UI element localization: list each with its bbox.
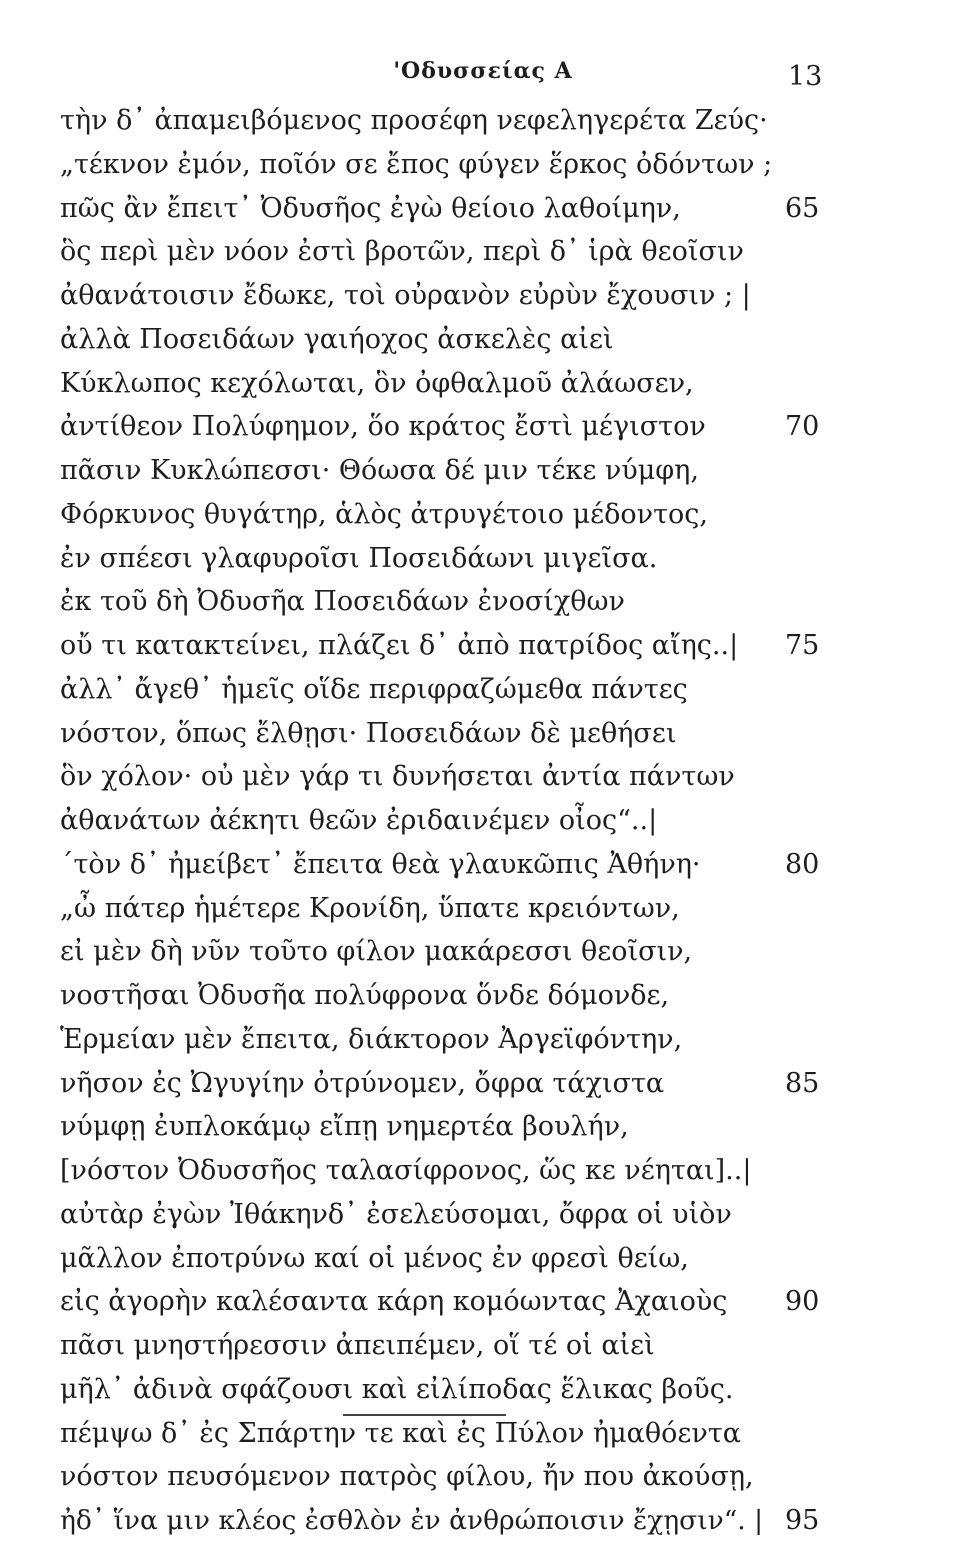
verse-text: ἠδ᾽ ἵνα μιν κλέος ἐσθλὸν ἐν ἀνθρώποισιν ἔχῃσιν“. | <box>60 1505 764 1536</box>
verse-line <box>60 362 840 406</box>
verse-line <box>60 230 840 274</box>
verse-block <box>60 99 840 1543</box>
verse-line <box>60 712 840 756</box>
verse-text: Φόρκυνος θυγάτηρ, ἁλὸς ἀτρυγέτοιο μέδοντος, <box>60 498 708 530</box>
verse-line <box>60 318 840 362</box>
verse-line <box>60 668 840 712</box>
verse-text: „τέκνον ἐμόν, ποῖόν σε ἔπος φύγεν ἕρκος ὀδόντων ; <box>60 148 773 180</box>
verse-text: [νόστον Ὀδυσσῆος ταλασίφρονος, ὥς κε νέηται]..| <box>60 1155 752 1186</box>
verse-text: τὴν δ᾽ ἀπαμειβόμενος προσέφη νεφεληγερέτα Ζεύς· <box>60 105 768 136</box>
verse-text: νόστον πευσόμενον πατρὸς φίλου, ἤν που ἀκούσῃ, <box>60 1461 754 1493</box>
verse-line <box>60 1499 840 1543</box>
verse-text: ΄τὸν δ᾽ ἠμείβετ᾽ ἔπειτα θεὰ γλαυκῶπις Ἀθήνη· <box>60 848 701 880</box>
verse-text: πᾶσιν Κυκλώπεσσι· Θόωσα δέ μιν τέκε νύμφη, <box>60 455 699 486</box>
verse-text: νόστον, ὅπως ἔλθῃσι· Ποσειδάων δὲ μεθήσει <box>60 717 677 749</box>
verse-line <box>60 1368 840 1412</box>
page-number: 13 <box>788 61 823 92</box>
verse-line <box>60 1237 840 1281</box>
verse-line <box>60 974 840 1018</box>
line-number: 90 <box>785 1286 820 1318</box>
verse-text: ἀλλ᾽ ἄγεθ᾽ ἡμεῖς οἵδε περιφραζώμεθα πάντες <box>60 673 688 705</box>
verse-line <box>60 580 840 624</box>
verse-text: μῆλ᾽ ἀδινὰ σφάζουσι καὶ εἰλίποδας ἕλικας βοῦς. <box>60 1373 734 1405</box>
verse-line <box>60 143 840 187</box>
line-number: 95 <box>785 1505 820 1536</box>
verse-line <box>60 1455 840 1499</box>
verse-line <box>60 1105 840 1149</box>
verse-line <box>60 187 840 231</box>
verse-line <box>60 405 840 449</box>
verse-line <box>60 537 840 581</box>
verse-line <box>60 930 840 974</box>
verse-text: ἐν σπέεσι γλαφυροῖσι Ποσειδάωνι μιγεῖσα. <box>60 542 658 574</box>
verse-text: οὔ τι κατακτείνει, πλάζει δ᾽ ἀπὸ πατρίδος αἴης..| <box>60 630 739 661</box>
verse-text: ἐκ τοῦ δὴ Ὀδυσῆα Ποσειδάων ἐνοσίχθων <box>60 586 625 618</box>
verse-line <box>60 1412 840 1456</box>
verse-text: ἀντίθεον Πολύφημον, ὅο κράτος ἔστὶ μέγιστον <box>60 411 706 443</box>
verse-text: ἀλλὰ Ποσειδάων γαιήοχος ἀσκελὲς αἰεὶ <box>60 323 614 355</box>
line-number: 65 <box>785 192 820 224</box>
line-number: 70 <box>785 411 820 443</box>
verse-text: ἀθανάτων ἀέκητι θεῶν ἐριδαινέμεν οἶος“..| <box>60 805 658 836</box>
verse-line <box>60 99 840 143</box>
verse-text: νύμφῃ ἐυπλοκάμῳ εἴπῃ νημερτέα βουλήν, <box>60 1111 629 1143</box>
running-head: 'Οδυσσείας Α <box>393 58 573 84</box>
verse-line <box>60 624 840 668</box>
verse-text: εἰς ἀγορὴν καλέσαντα κάρη κομόωντας Ἀχαιοὺς <box>60 1286 728 1318</box>
line-number: 80 <box>785 848 820 880</box>
line-number: 75 <box>785 630 820 661</box>
verse-text: „ὦ πάτερ ἡμέτερε Κρονίδη, ὕπατε κρειόντων, <box>60 892 680 924</box>
verse-text: μᾶλλον ἐποτρύνω καί οἱ μένος ἐν φρεσὶ θείω, <box>60 1242 689 1274</box>
verse-text: πᾶσι μνηστήρεσσιν ἀπειπέμεν, οἵ τέ οἱ αἰεὶ <box>60 1330 655 1361</box>
verse-line <box>60 274 840 318</box>
verse-line <box>60 799 840 843</box>
verse-text: αὐτὰρ ἐγὼν Ἰθάκηνδ᾽ ἐσελεύσομαι, ὄφρα οἱ υἱὸν <box>60 1198 732 1230</box>
verse-text: πῶς ἂν ἔπειτ᾽ Ὀδυσῆος ἐγὼ θείοιο λαθοίμην, <box>60 192 681 224</box>
verse-line <box>60 755 840 799</box>
verse-line <box>60 1018 840 1062</box>
verse-line <box>60 1280 840 1324</box>
verse-text: πέμψω δ᾽ ἐς Σπάρτην τε καὶ ἐς Πύλον ἠμαθόεντα <box>60 1417 741 1449</box>
verse-text: ὃν χόλον· οὐ μὲν γάρ τι δυνήσεται ἀντία πάντων <box>60 761 735 793</box>
verse-line <box>60 1193 840 1237</box>
verse-text: ἀθανάτοισιν ἔδωκε, τοὶ οὐρανὸν εὐρὺν ἔχουσιν ; | <box>60 280 751 311</box>
verse-text: εἰ μὲν δὴ νῦν τοῦτο φίλον μακάρεσσι θεοῖσιν, <box>60 936 693 968</box>
verse-line <box>60 1062 840 1106</box>
verse-text: Κύκλωπος κεχόλωται, ὃν ὀφθαλμοῦ ἀλάωσεν, <box>60 367 694 399</box>
verse-line <box>60 449 840 493</box>
verse-line <box>60 1324 840 1368</box>
verse-line <box>60 843 840 887</box>
verse-line <box>60 493 840 537</box>
line-number: 85 <box>785 1067 820 1099</box>
verse-text: νῆσον ἐς Ὠγυγίην ὀτρύνομεν, ὄφρα τάχιστα <box>60 1067 665 1099</box>
verse-text: Ἑρμείαν μὲν ἔπειτα, διάκτορον Ἀργεϊφόντην, <box>60 1023 683 1055</box>
verse-text: ὃς περὶ μὲν νόον ἐστὶ βροτῶν, περὶ δ᾽ ἱρὰ θεοῖσιν <box>60 236 744 268</box>
verse-line <box>60 1149 840 1193</box>
closing-rule <box>343 1414 506 1416</box>
verse-line <box>60 887 840 931</box>
verse-text: νοστῆσαι Ὀδυσῆα πολύφρονα ὅνδε δόμονδε, <box>60 980 670 1011</box>
